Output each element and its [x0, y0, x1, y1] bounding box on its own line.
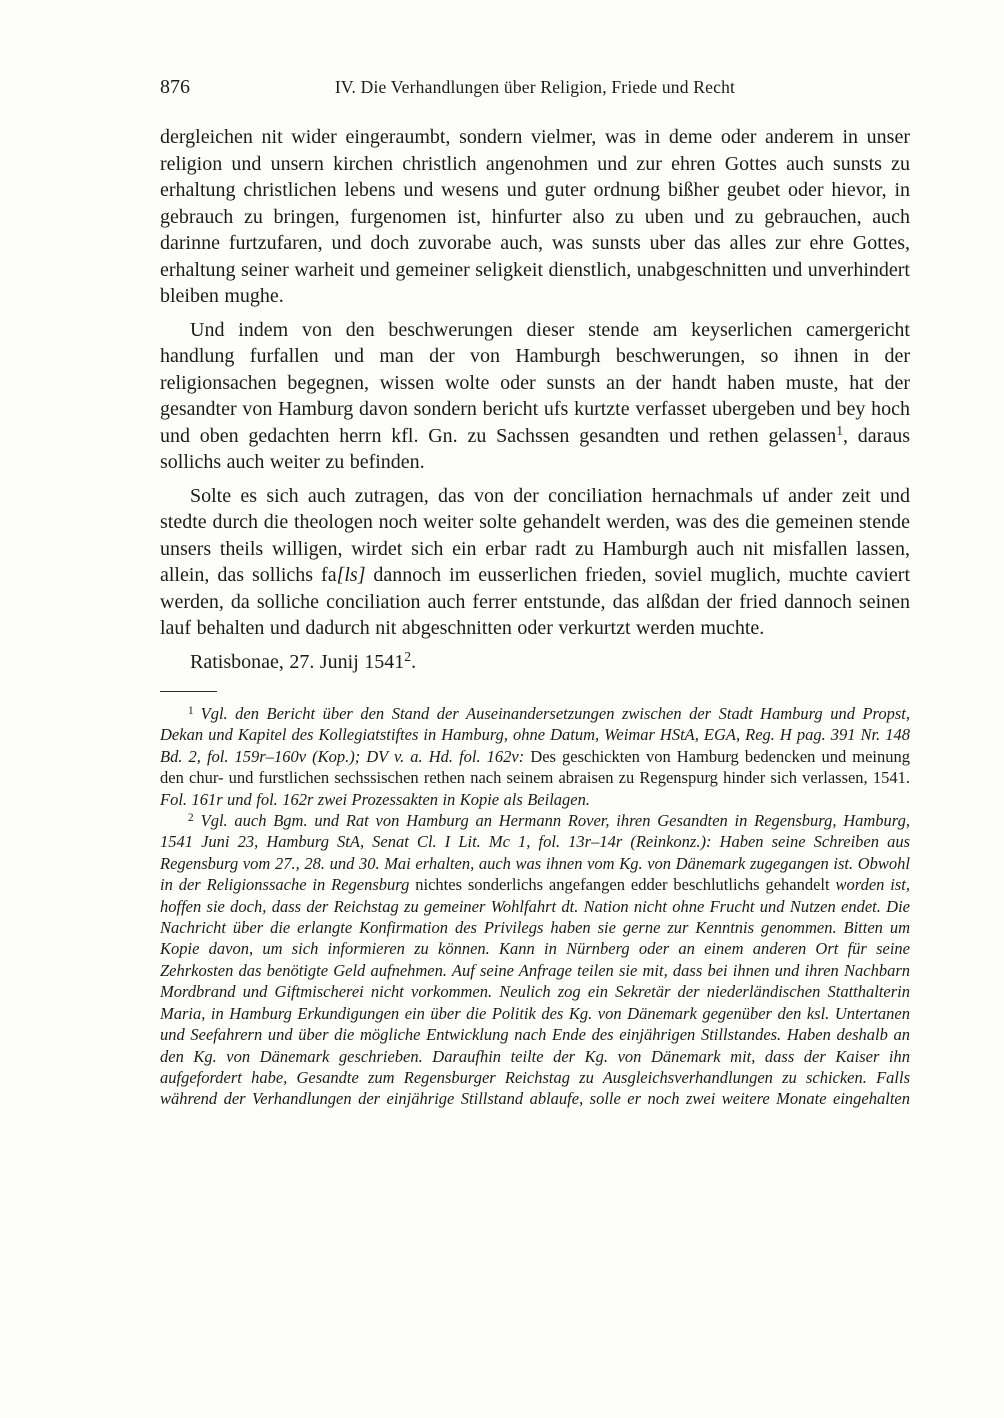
text-segment: Ratisbonae, 27. Junij 1541 [190, 650, 405, 673]
body-text [160, 124, 910, 675]
footnote-marker: 2 [404, 649, 412, 665]
text-segment: , daraus sollichs auch weiter zu befinden. [160, 424, 910, 473]
running-head [160, 76, 910, 98]
text-segment: [ls] [336, 564, 366, 586]
text-segment: Vgl. den Bericht über den Stand der Auseinandersetzungen zwischen der Stadt Hamburg und Propst, Dekan und Kapitel des Kollegiatstiftes in Hamburg, ohne Datum, Weimar HStA, EGA, Reg. H pag. 391 Nr. 148 Bd. 2, fol. 159r–160v (Kop.); DV v. a. Hd. fol. 162v: [160, 704, 910, 766]
footnote-marker: 1 [836, 423, 844, 439]
running-header-title: IV. Die Verhandlungen über Religion, Friede und Recht [334, 77, 736, 97]
footnote-marker: 2 [188, 811, 194, 824]
text-segment: . [411, 650, 417, 673]
text-segment: Solte es sich auch zutragen, das von der conciliation hernachmals uf ander zeit und stedte durch die theologen noch weiter solte gehandelt werden, was des die gemeinen stende unsers theils willigen, wirdet sich ein erbar radt zu Hamburgh auch nit misfallen lassen, allein, das sollichs fa [160, 484, 910, 586]
text-segment: worden ist, hoffen sie doch, dass der Reichstag zu gemeiner Wohlfahrt dt. Nation nicht ohne Frucht und Nutzen endet. Die Nachricht über die erlangte Konfirmation des Privilegs haben sie gerne zur Kenntnis genommen. Bitten um Kopie davon, um sich informieren zu können. Kann in Nürnberg oder an einem anderen Ort für seine Zehrkosten das benötigte Geld aufnehmen. Auf seine Anfrage teilen sie mit, dass bei ihnen und ihren Nachbarn Mordbrand und Giftmischerei nicht vorkommen. Neulich zog ein Sekretär der niederländischen Statthalterin Maria, in Hamburg Erkundigungen ein über die Politik des Kg. von Dänemark gegenüber den ksl. Untertanen und Seefahrern und über die mögliche Entwicklung nach Ende des einjährigen Stillstandes. Haben deshalb an den Kg. von Dänemark geschrieben. Daraufhin teilte der Kg. von Dänemark mit, dass der Kaiser ihn aufgefordert habe, Gesandte zum Regensburger Reichstag zu Ausgleichsverhandlungen zu schicken. Falls während der Verhandlungen der einjährige Stillstand ablaufe, solle er noch zwei weitere Monate eingehalten [160, 875, 910, 1109]
footnotes [160, 703, 910, 1110]
text-segment: Und indem von den beschwerungen dieser stende am keyserlichen camergericht handlung furfallen und man der von Hamburgh beschwerungen, so ihnen in der religionsachen begegnen, wissen wolte oder sunsts an der handt haben muste, hat der gesandter von Hamburg davon sondern bericht ufs kurtzte verfasset ubergeben und bey hoch und oben gedachten herrn kfl. Gn. zu Sachssen gesandten und rethen gelassen [160, 318, 910, 447]
text-segment: nichtes sonderlichs angefangen edder beschlutlichs gehandelt [415, 875, 836, 895]
text-segment: Fol. 161r und fol. 162r zwei Prozessakten in Kopie als Beilagen. [160, 789, 590, 809]
footnote-separator [160, 691, 217, 692]
body-paragraph [160, 317, 910, 476]
footnote [160, 703, 910, 810]
text-segment: Des geschickten von Hamburg bedencken und meinung den chur- und furstlichen sechssischen rethen nach seinem abraisen zu Regenspurg hinder sich verlassen, 1541. [160, 746, 911, 788]
text-segment: Vgl. auch Bgm. und Rat von Hamburg an Hermann Rover, ihren Gesandten in Regensburg, Hamburg, 1541 Juni 23, Hamburg StA, Senat Cl. I Lit. Mc 1, fol. 13r–14r (Reinkonz.): Haben seine Schreiben aus Regensburg vom 27., 28. und 30. Mai erhalten, auch was ihnen vom Kg. von Dänemark zugegangen ist. Obwohl in der Religionssache in Regensburg [160, 811, 910, 895]
body-paragraph [160, 483, 910, 642]
text-segment: dergleichen nit wider eingeraumbt, sondern vielmer, was in deme oder anderem in unser religion und unsern kirchen christlich angenohmen und zur ehren Gottes auch sunsts zu erhaltung christlichen lebens und wesens und guter ordnung bißher geubet oder hievor, in gebrauch zu bringen, furgenomen ist, hinfurter also zu uben und zu gebrauchen, auch darinne furtzufaren, und doch zuvorabe auch, was sunsts uber das alles zur ehre Gottes, erhaltung seiner warheit und gemeiner seligkeit dienstlich, unabgeschnitten und unverhindert bleiben mughe. [160, 126, 910, 307]
footnote-marker: 1 [188, 704, 194, 717]
footnote [160, 810, 910, 1110]
text-segment: dannoch im eusserlichen frieden, soviel muglich, muchte caviert werden, da solliche conciliation auch ferrer entstunde, das alßdan der fried dannoch seinen lauf behalten und dadurch nit abgeschnitten oder verkurtzt werden muchte. [160, 564, 911, 639]
dateline-paragraph [160, 649, 910, 676]
page-number: 876 [160, 76, 190, 98]
body-paragraph [160, 124, 910, 310]
